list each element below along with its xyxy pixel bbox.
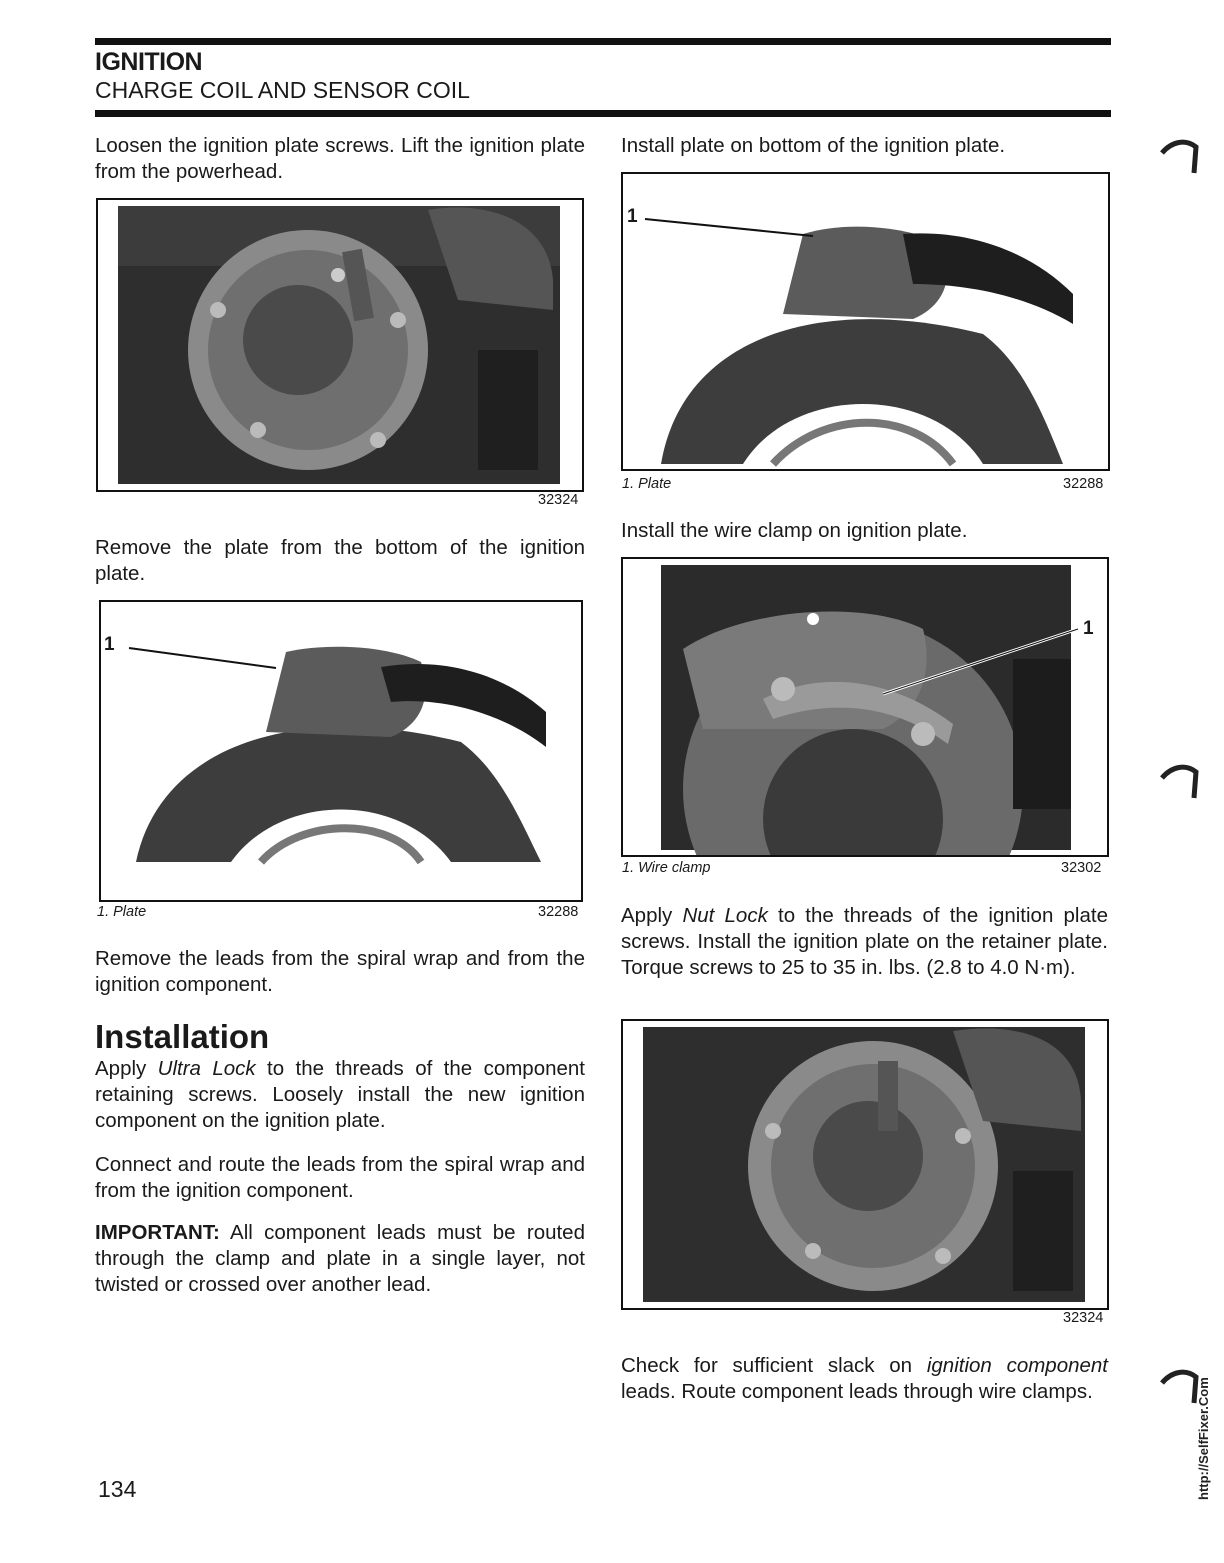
important-note <box>95 1220 585 1298</box>
section-subtitle: CHARGE COIL AND SENSOR COIL <box>95 77 470 103</box>
left-paragraph-4 <box>95 1056 585 1134</box>
left-paragraph-3: Remove the leads from the spiral wrap and from the ignition component. <box>95 947 585 996</box>
figure-number: 32302 <box>1061 860 1102 876</box>
right-paragraph-3 <box>621 903 1108 981</box>
installation-heading: Installation <box>95 1018 270 1055</box>
figure-number: 32324 <box>1063 1310 1104 1326</box>
header-rule-top <box>95 38 1111 45</box>
figure-photo-wire-clamp <box>623 559 1107 855</box>
figure-number: 32288 <box>1063 476 1104 492</box>
left-paragraph-5: Connect and route the leads from the spiral wrap and from the ignition component. <box>95 1153 585 1202</box>
figure-photo-plate <box>101 602 581 900</box>
left-paragraph-2: Remove the plate from the bottom of the ignition plate. <box>95 536 585 585</box>
product-name: Ultra Lock <box>157 1057 256 1080</box>
figure-callout-1: 1 <box>627 206 638 227</box>
left-paragraph-1: Loosen the ignition plate screws. Lift the ignition plate from the powerhead. <box>95 134 585 183</box>
right-paragraph-4 <box>621 1353 1108 1405</box>
product-name: Nut Lock <box>682 904 768 927</box>
right-paragraph-1: Install plate on bottom of the ignition plate. <box>621 134 1006 157</box>
figure-ignition-plate-removal <box>96 198 584 492</box>
figure-callout-1: 1 <box>1083 618 1094 639</box>
text: to the threads of the component retaining screws. Loosely install the new ignition component on the ignition plate. <box>95 1057 585 1132</box>
text: Apply <box>95 1057 158 1080</box>
figure-ignition-plate-install <box>621 1019 1109 1310</box>
text: Apply <box>621 904 683 927</box>
watermark-url: http://SelfFixer.Com <box>1196 1377 1211 1500</box>
emphasis: ignition component <box>926 1354 1108 1377</box>
figure-number: 32288 <box>538 904 579 920</box>
figure-caption: 1. Plate <box>622 476 672 492</box>
figure-photo-plate <box>623 174 1108 469</box>
binder-tab-mark <box>1160 760 1200 800</box>
header-rule-bottom <box>95 110 1111 117</box>
important-text: All component leads must be routed through the clamp and plate in a single layer, not twisted or crossed over another lead. <box>95 1221 585 1296</box>
figure-plate-bottom-right <box>621 172 1110 471</box>
figure-caption: 1. Plate <box>97 904 147 920</box>
important-label: IMPORTANT: <box>95 1221 220 1244</box>
figure-photo-ignition-plate <box>98 200 582 490</box>
text: leads. Route component leads through wire clamps. <box>621 1380 1093 1403</box>
figure-caption: 1. Wire clamp <box>622 860 711 876</box>
figure-plate-bottom-left <box>99 600 583 902</box>
figure-number: 32324 <box>538 492 579 508</box>
binder-tab-mark <box>1160 135 1200 175</box>
figure-wire-clamp <box>621 557 1109 857</box>
binder-tab-mark <box>1160 1365 1200 1405</box>
text: Check for sufficient slack on <box>621 1354 927 1377</box>
figure-callout-1: 1 <box>104 634 115 655</box>
figure-photo-ignition-plate <box>623 1021 1107 1308</box>
page-number: 134 <box>98 1476 137 1502</box>
section-title: IGNITION <box>95 48 203 76</box>
right-paragraph-2: Install the wire clamp on ignition plate. <box>621 519 968 542</box>
text: to the threads of the ignition plate screws. Install the ignition plate on the retainer plate. Torque screws to 25 to 35 in. lbs. (2.8 to 4.0 N·m). <box>621 904 1108 979</box>
